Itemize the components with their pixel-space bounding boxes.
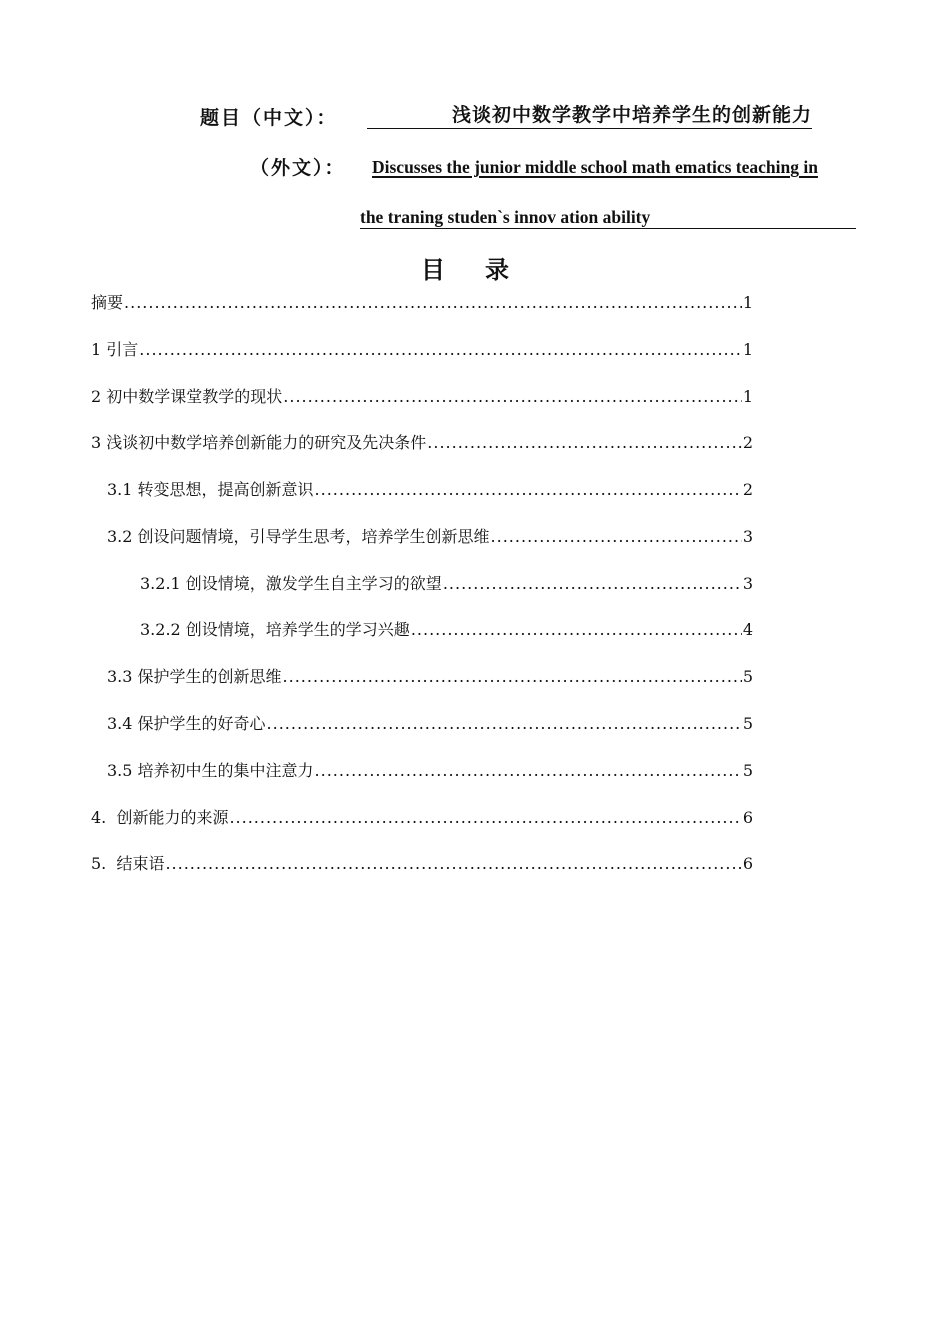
toc-entry-label: 5. 结束语 [91, 854, 165, 873]
toc-entry[interactable] [91, 432, 753, 454]
toc-entry-label: 4. 创新能力的来源 [91, 808, 229, 827]
toc-entry-label: 3.2 创设问题情境，引导学生思考，培养学生创新思维 [107, 527, 490, 546]
title-en-value-line1: Discusses the junior middle school math ematics teaching in [372, 157, 818, 177]
toc-entry-page: 5 [742, 667, 753, 686]
toc-entry-page: 3 [742, 574, 753, 593]
toc-entry-page: 6 [742, 854, 753, 873]
toc-entry-label: 3.5 培养初中生的集中注意力 [107, 761, 314, 780]
toc-entry[interactable] [107, 713, 753, 735]
toc-entry[interactable] [91, 386, 753, 408]
toc-entry-page: 5 [742, 761, 753, 780]
toc-entry-label: 3.4 保护学生的好奇心 [107, 714, 266, 733]
toc-leader [124, 292, 742, 314]
toc-entry[interactable] [107, 760, 753, 782]
toc-entry[interactable] [140, 573, 753, 595]
toc-entry-label: 摘要 [91, 293, 124, 312]
toc-leader [267, 713, 742, 735]
toc-entry[interactable] [91, 807, 753, 829]
title-cn-value: 浅谈初中数学教学中培养学生的创新能力 [367, 103, 812, 129]
toc-leader [139, 339, 742, 361]
toc-entry-label: 3.1 转变思想，提高创新意识 [107, 480, 314, 499]
toc-entry-label: 3 浅谈初中数学培养创新能力的研究及先决条件 [91, 433, 427, 452]
toc-heading: 目录 [421, 256, 549, 284]
toc-entry[interactable] [91, 339, 753, 361]
toc-entry-page: 3 [742, 527, 753, 546]
toc-entry-page: 2 [742, 480, 753, 499]
toc-entry-label: 1 引言 [91, 340, 139, 359]
toc-entry[interactable] [107, 479, 753, 501]
toc-entry[interactable] [107, 526, 753, 548]
toc-entry-page: 5 [742, 714, 753, 733]
toc-entry[interactable] [91, 853, 753, 875]
toc-leader [315, 760, 742, 782]
title-en-label: （外文）： [250, 157, 346, 179]
toc-entry-page: 1 [742, 340, 753, 359]
toc-entry-label: 2 初中数学课堂教学的现状 [91, 387, 283, 406]
toc-entry-page: 1 [742, 387, 753, 406]
toc-entry[interactable] [91, 292, 753, 314]
toc-leader [411, 619, 742, 641]
toc-entry-page: 4 [742, 620, 753, 639]
toc-entry-label: 3.3 保护学生的创新思维 [107, 667, 282, 686]
title-cn-label: 题目（中文）： [200, 107, 338, 129]
toc-leader [165, 853, 741, 875]
toc-entry-label: 3.2.2 创设情境，培养学生的学习兴趣 [140, 620, 410, 639]
toc-leader [315, 479, 742, 501]
toc-entry-page: 2 [742, 433, 753, 452]
toc-entry[interactable] [107, 666, 753, 688]
toc-leader [283, 666, 742, 688]
toc-entry-page: 1 [742, 293, 753, 312]
toc-leader [229, 807, 741, 829]
toc-entry[interactable] [140, 619, 753, 641]
toc-entry-label: 3.2.1 创设情境，激发学生自主学习的欲望 [140, 574, 442, 593]
toc-entry-page: 6 [742, 808, 753, 827]
title-en-value-line2: the traning studen`s innov ation ability [360, 206, 856, 229]
toc-leader [427, 432, 742, 454]
toc-leader [283, 386, 742, 408]
toc-leader [443, 573, 742, 595]
toc-leader [491, 526, 742, 548]
